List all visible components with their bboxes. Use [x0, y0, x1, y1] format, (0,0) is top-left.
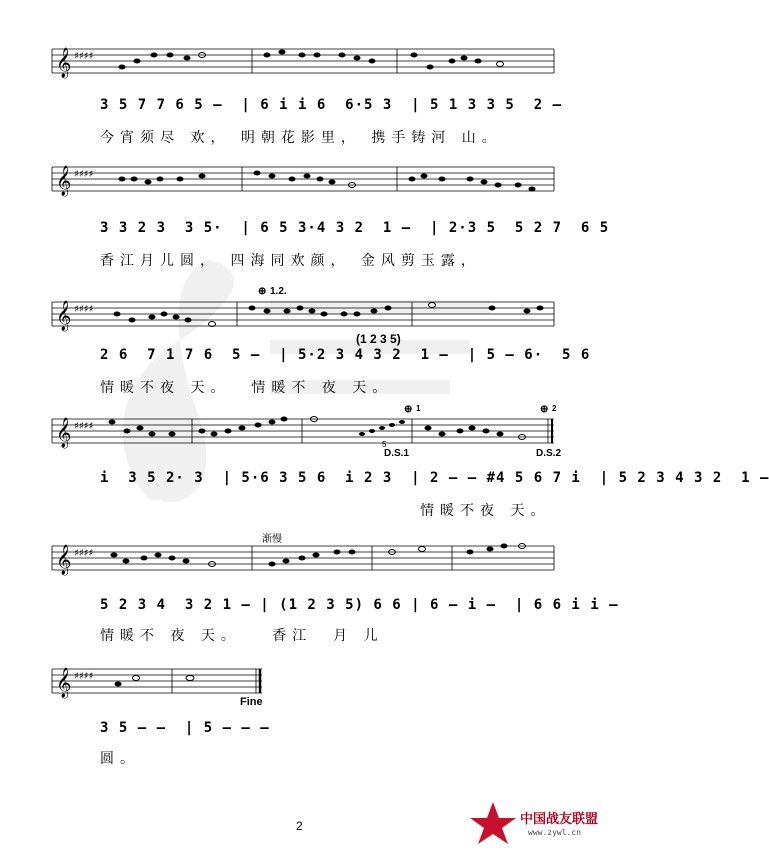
staff-lines-1 [52, 45, 554, 77]
coda-sign-icon: ⊕ [258, 286, 267, 297]
svg-text:♯♯♯♯: ♯♯♯♯ [74, 671, 94, 682]
staff-row-5 [52, 542, 554, 574]
staff-row-4 [52, 415, 554, 447]
star-logo-icon [468, 800, 518, 846]
lyric-line-4: 情暖不夜 天。 [420, 503, 551, 519]
coda-1-icon: ⊕ [404, 404, 413, 415]
jianpu-line-4: i 3 5 2· 3 | 5·6 3 5 6 i 2 3 | 2 – – #4 5 6 7 i | 5 2 3 4 3 2 1 – [100, 470, 769, 486]
lyric-line-3: 情暖不夜 天。 情暖不 夜 天。 [100, 380, 393, 396]
staff-row-2 [52, 163, 554, 195]
staff-lines-5 [52, 542, 554, 574]
svg-text:𝄞: 𝄞 [56, 48, 72, 78]
svg-text:♯♯♯♯: ♯♯♯♯ [74, 169, 94, 180]
staff-row-6 [52, 665, 262, 697]
coda-2-icon: ⊕ [540, 404, 549, 415]
lyric-line-1: 今宵须尽 欢， 明朝花影里， 携手铸河 山。 [100, 130, 502, 146]
staff-lines-3 [52, 298, 554, 330]
page-number: 2 [296, 819, 303, 833]
svg-text:♯♯♯♯: ♯♯♯♯ [74, 548, 94, 559]
staff-lines-2 [52, 163, 554, 195]
coda-1-label: 1 [416, 404, 421, 413]
lyric-line-6: 圆。 [100, 751, 140, 767]
svg-text:𝄞: 𝄞 [56, 668, 72, 698]
staff-lines-6 [52, 665, 262, 697]
coda-2-label: 2 [552, 404, 557, 413]
triplet-label: 5 [382, 440, 387, 449]
jianpu-line-2: 3 3 2 3 3 5· | 6 5 3·4 3 2 1 – | 2·3 5 5 2 7 6 5 [100, 220, 610, 236]
logo-url: www.zywl.cn [528, 828, 581, 837]
jianpu-line-1: 3 5 7 7 6 5 – | 6 i i 6 6·5 3 | 5 1 3 3 5 2 – [100, 97, 563, 113]
svg-text:𝄞: 𝄞 [56, 301, 72, 331]
lyric-line-2: 香江月儿圆， 四海同欢颜， 金风剪玉露， [100, 253, 481, 269]
staff-row-1 [52, 45, 554, 77]
svg-text:𝄞: 𝄞 [56, 166, 72, 196]
jianpu-line-5: 5 2 3 4 3 2 1 – | (1 2 3 5) 6 6 | 6 – i – | 6 6 i i – [100, 597, 619, 613]
ds1-label: D.S.1 [384, 448, 410, 459]
tempo-marking: 渐慢 [262, 534, 282, 545]
site-logo [468, 800, 602, 846]
fine-label: Fine [240, 696, 263, 708]
staff-row-3 [52, 298, 554, 330]
svg-text:♯♯♯♯: ♯♯♯♯ [74, 304, 94, 315]
staff-lines-4 [52, 415, 554, 447]
svg-text:𝄞: 𝄞 [56, 418, 72, 448]
ds2-label: D.S.2 [536, 448, 562, 459]
svg-text:♯♯♯♯: ♯♯♯♯ [74, 421, 94, 432]
logo-name: 中国战友联盟 [520, 812, 599, 827]
jianpu-line-3: 2 6 7 1 7 6 5 – | 5·2 3 4 3 2 1 – | 5 – 6· 5 6 [100, 347, 591, 363]
jianpu-line-6: 3 5 – – | 5 – – – [100, 720, 270, 736]
svg-text:𝄞: 𝄞 [56, 545, 72, 575]
svg-text:♯♯♯♯: ♯♯♯♯ [74, 51, 94, 62]
volta-label: 1.2. [270, 286, 287, 297]
inline-tuplet-label: (1 2 3 5) [356, 332, 401, 346]
lyric-line-5: 情暖不 夜 天。 香江 月 儿 [100, 628, 384, 644]
